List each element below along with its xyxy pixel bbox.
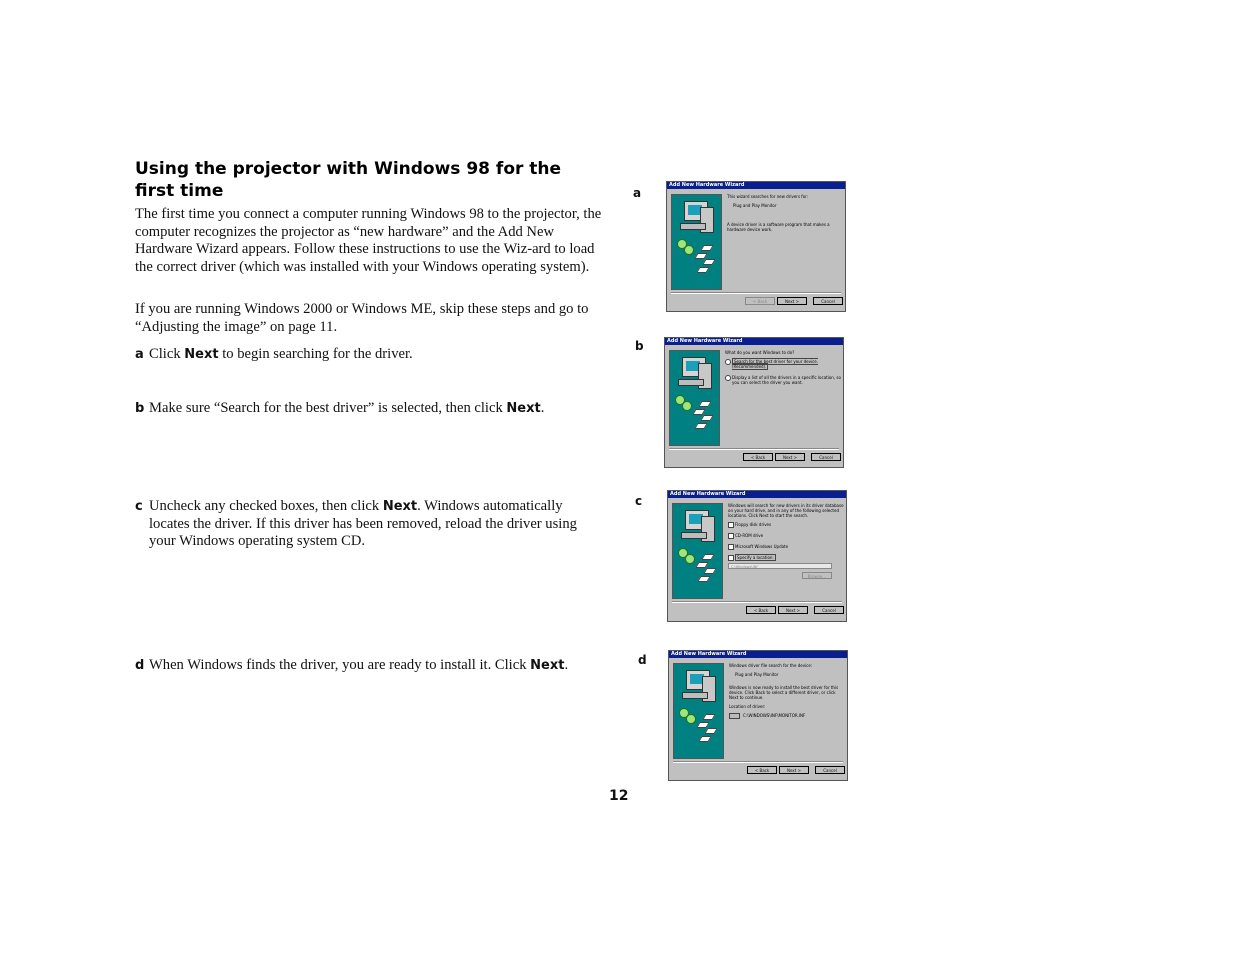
cd-icon [685,554,695,564]
disk-icon [698,401,711,407]
dialog-body [725,350,841,391]
keyboard-icon [682,692,708,699]
wizard-screenshot-c [667,490,847,622]
step-text: Click Next to begin searching for the driver. [149,346,413,362]
next-keyword: Next [506,401,541,416]
step-letter: a [135,347,144,362]
next-button[interactable]: Next > [779,766,809,774]
dialog-text: This wizard searches for new drivers for: [727,194,809,199]
divider [672,601,842,603]
disk-icon [702,259,715,265]
wizard-graphic [671,194,722,290]
back-button[interactable]: < Back [743,453,773,461]
step-letter: b [135,401,145,416]
dialog-text: What do you want Windows to do? [725,350,795,355]
screenshot-label-a: a [633,186,642,200]
wizard-graphic [673,663,724,759]
divider [671,292,841,294]
cd-icon [682,401,692,411]
wizard-screenshot-b [664,337,844,468]
dialog-title: Add New Hardware Wizard [667,182,845,189]
screenshot-label-c: c [635,494,643,508]
step-text: Make sure “Search for the best driver” is selected, then click Next. [149,400,545,416]
step-text: Uncheck any checked boxes, then click Next. Windows automatically locates the driver. If this driver has been removed, reload the driver using your Windows operating system CD. [149,498,577,549]
next-keyword: Next [184,347,219,362]
page-heading: Using the projector with Windows 98 for the first time [135,159,562,201]
skip-paragraph: If you are running Windows 2000 or Windows ME, skip these steps and go to “Adjusting the image” on page 11. [135,301,589,335]
step-letter: c [135,499,143,514]
browse-button[interactable]: Browse... [802,572,832,579]
search-best-driver-radio[interactable]: Search for the best driver for your device. (Recommended). [725,359,841,369]
screenshot-label-b: b [635,339,644,353]
divider [669,448,839,450]
disk-icon [701,554,714,560]
drive-icon [729,713,740,719]
disk-icon [698,736,711,742]
device-name: Plug and Play Monitor [733,203,777,208]
next-keyword: Next [530,658,565,673]
back-button[interactable]: < Back [746,606,776,614]
wizard-screenshot-d [668,650,848,781]
display-list-radio[interactable]: Display a list of all the drivers in a specific location, so you can select the driver you want. [725,375,841,385]
dialog-title: Add New Hardware Wizard [668,491,846,498]
screenshot-label-d: d [638,653,647,667]
cdrom-checkbox[interactable]: CD-ROM drive [728,533,844,538]
step-c [135,498,605,551]
back-button[interactable]: < Back [745,297,775,305]
location-label: Location of driver: [729,704,766,709]
device-name: Plug and Play Monitor [735,672,779,677]
dialog-title: Add New Hardware Wizard [669,651,847,658]
location-input[interactable]: C:\Windows\INF [728,563,832,569]
disk-icon [697,576,710,582]
step-text: When Windows finds the driver, you are ready to install it. Click Next. [149,657,569,673]
cancel-button[interactable]: Cancel [813,297,843,305]
floppy-checkbox[interactable]: Floppy disk drives [728,522,844,527]
page-number: 12 [609,788,629,804]
step-letter: d [135,658,145,673]
dialog-text: Windows is now ready to install the best driver for this device. Click Back to select a different driver, or click Next to continue. [729,685,839,700]
next-button[interactable]: Next > [777,297,807,305]
disk-icon [694,423,707,429]
keyboard-icon [681,532,707,539]
windows-update-checkbox[interactable]: Microsoft Windows Update [728,544,844,549]
cd-icon [686,714,696,724]
dialog-text: A device driver is a software program that makes a hardware device work. [727,222,830,232]
disk-icon [700,415,713,421]
dialog-text: Windows will search for new drivers in its driver database on your hard drive, and in any of the following selected locations. Click Next to start the search. [728,503,844,518]
next-button[interactable]: Next > [778,606,808,614]
wizard-screenshot-a [666,181,846,312]
wizard-graphic [669,350,720,446]
disk-icon [702,714,715,720]
disk-icon [704,728,717,734]
specify-location-checkbox[interactable]: Specify a location: [728,555,844,560]
next-keyword: Next [382,499,418,514]
step-b [135,400,605,418]
dialog-body [729,663,845,723]
next-button[interactable]: Next > [775,453,805,461]
disk-icon [696,267,709,273]
divider [673,761,843,763]
intro-paragraph: The first time you connect a computer running Windows 98 to the projector, the computer recognizes the projector as “new hardware” and the Add New Hardware Wizard appears. Follow these instructions to use the Wiz-ard to load the correct driver (which was installed with your Windows operating system). [135,206,602,275]
dialog-text: Windows driver file search for the device: [729,663,813,668]
disk-icon [700,245,713,251]
cancel-button[interactable]: Cancel [811,453,841,461]
location-path: C:\WINDOWS\INF\MONITOR.INF [729,713,845,719]
cd-icon [684,245,694,255]
keyboard-icon [680,223,706,230]
cancel-button[interactable]: Cancel [814,606,844,614]
disk-icon [703,568,716,574]
keyboard-icon [678,379,704,386]
dialog-body [727,194,843,236]
cancel-button[interactable]: Cancel [815,766,845,774]
step-d [135,657,605,675]
dialog-body [728,503,844,579]
back-button[interactable]: < Back [747,766,777,774]
dialog-title: Add New Hardware Wizard [665,338,843,345]
wizard-graphic [672,503,723,599]
step-a [135,346,605,364]
